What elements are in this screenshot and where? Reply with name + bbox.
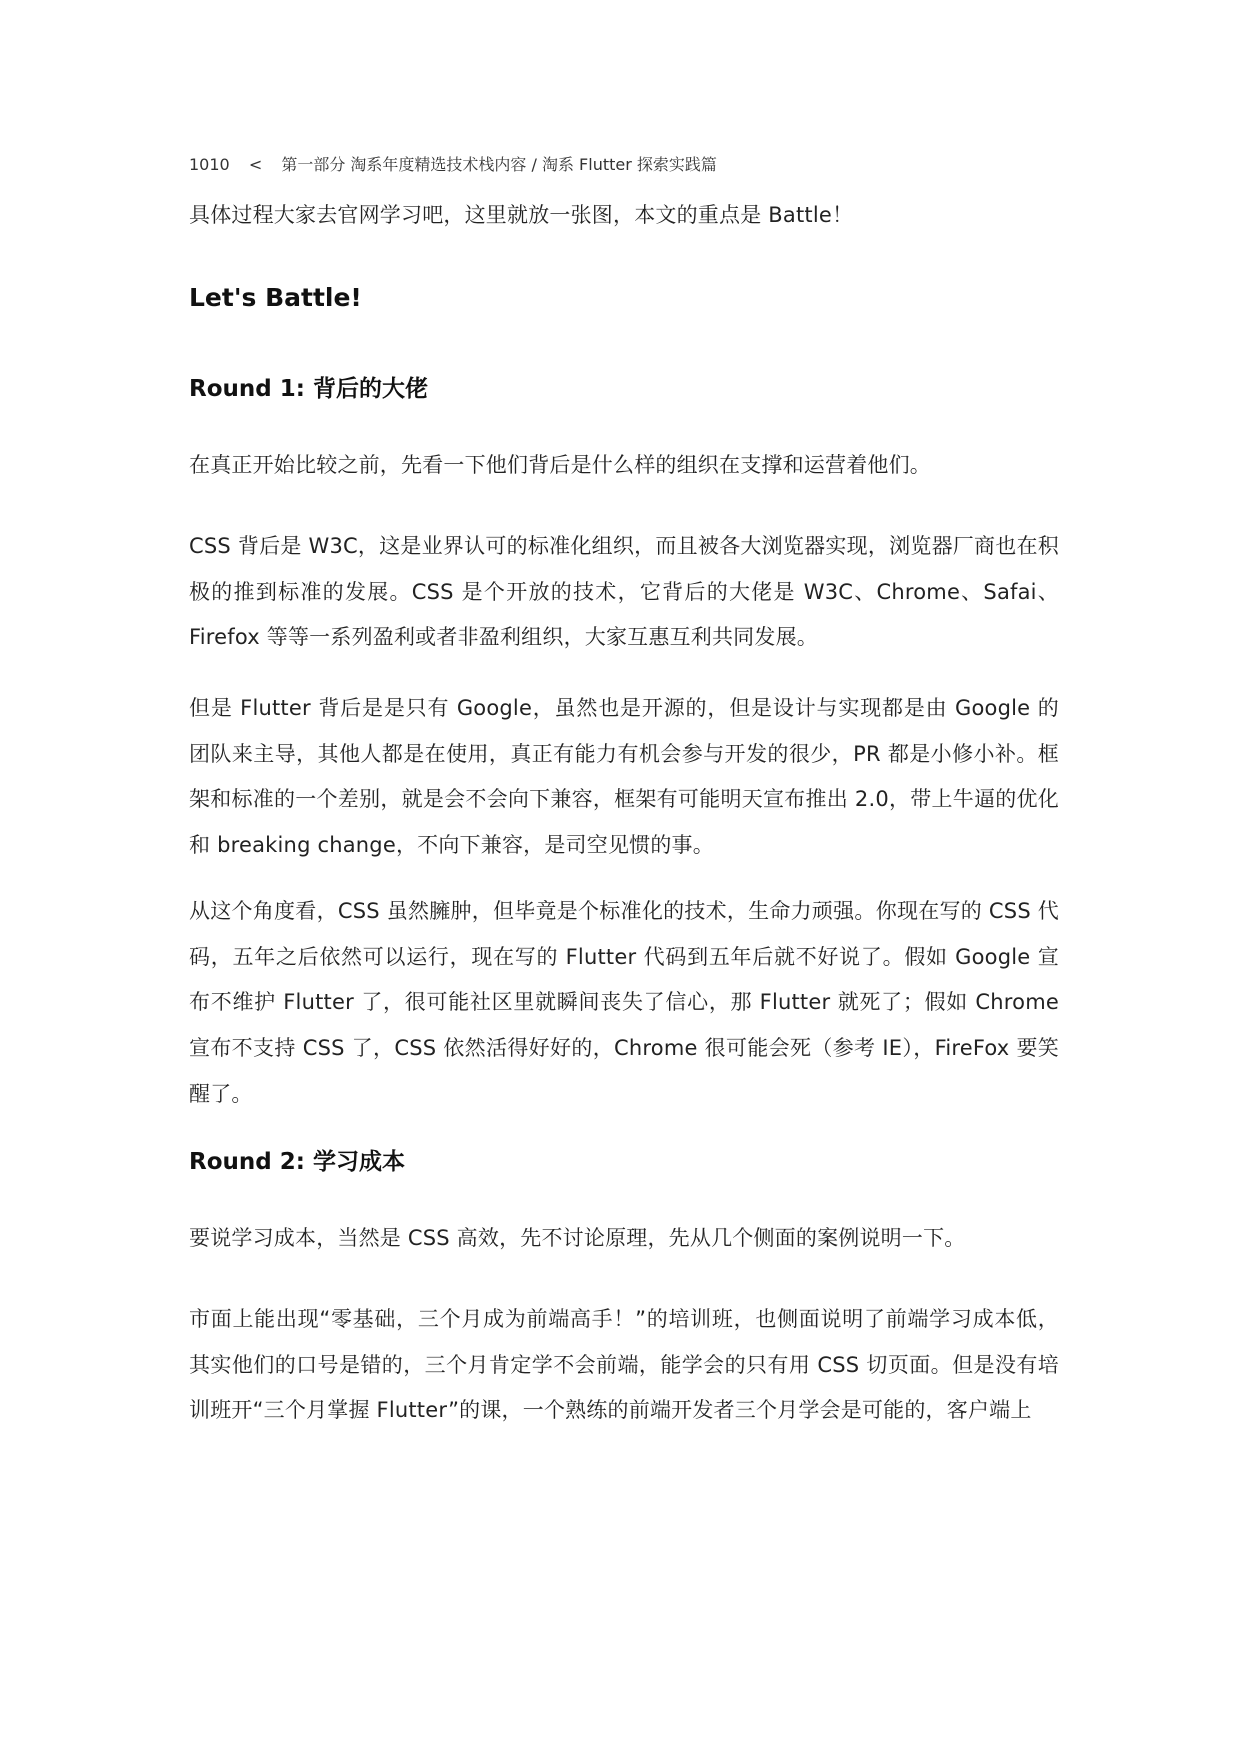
intro-paragraph: 具体过程大家去官网学习吧，这里就放一张图，本文的重点是 Battle！ (189, 203, 854, 227)
round2-prefix: Round 2: (189, 1149, 313, 1175)
round2-title: 学习成本 (312, 1149, 405, 1175)
round1-paragraph-3: 但是 Flutter 背后是是只有 Google，虽然也是开源的，但是设计与实现都是由 Google 的团队来主导，其他人都是在使用，真正有能力有机会参与开发的很少，PR 都是小修小补。框架和标准的一个差别，就是会不会向下兼容，框架有可能明天宣布推出 2.0，带上牛逼的优化和 breaking change，不向下兼容，是司空见惯的事。 (189, 696, 1059, 858)
round2-heading (189, 1143, 405, 1176)
round2-paragraph-2: 市面上能出现“零基础，三个月成为前端高手！”的培训班，也侧面说明了前端学习成本低，其实他们的口号是错的，三个月肯定学不会前端，能学会的只有用 CSS 切页面。但是没有培训班开“三个月掌握 Flutter”的课，一个熟练的前端开发者三个月学会是可能的，客户端上 (189, 1307, 1059, 1423)
round1-paragraph-1: 在真正开始比较之前，先看一下他们背后是什么样的组织在支撑和运营着他们。 (189, 453, 931, 477)
round2-paragraph-1: 要说学习成本，当然是 CSS 高效，先不讨论原理，先从几个侧面的案例说明一下。 (189, 1226, 966, 1250)
round1-title: 背后的大佬 (312, 376, 428, 402)
page-number: 1010 (189, 155, 230, 174)
battle-heading: Let's Battle! (189, 283, 362, 312)
round1-paragraph-4: 从这个角度看，CSS 虽然臃肿，但毕竟是个标准化的技术，生命力顽强。你现在写的 CSS 代码，五年之后依然可以运行，现在写的 Flutter 代码到五年后就不好说了。假如 Google 宣布不维护 Flutter 了，很可能社区里就瞬间丧失了信心，那 Flutter 就死了；假如 Chrome 宣布不支持 CSS 了，CSS 依然活得好好的，Chrome 很可能会死（参考 IE），FireFox 要笑醒了。 (189, 899, 1059, 1106)
round1-prefix: Round 1: (189, 376, 313, 402)
round1-paragraph-2: CSS 背后是 W3C，这是业界认可的标准化组织，而且被各大浏览器实现，浏览器厂商也在积极的推到标准的发展。CSS 是个开放的技术，它背后的大佬是 W3C、Chrome、Safai、Firefox 等等一系列盈利或者非盈利组织，大家互惠互利共同发展。 (189, 534, 1059, 650)
section-title: 第一部分 淘系年度精选技术栈内容 / 淘系 Flutter 探索实践篇 (281, 155, 717, 174)
page-header (189, 152, 731, 175)
round1-heading (189, 370, 428, 403)
header-separator: < (248, 155, 263, 174)
